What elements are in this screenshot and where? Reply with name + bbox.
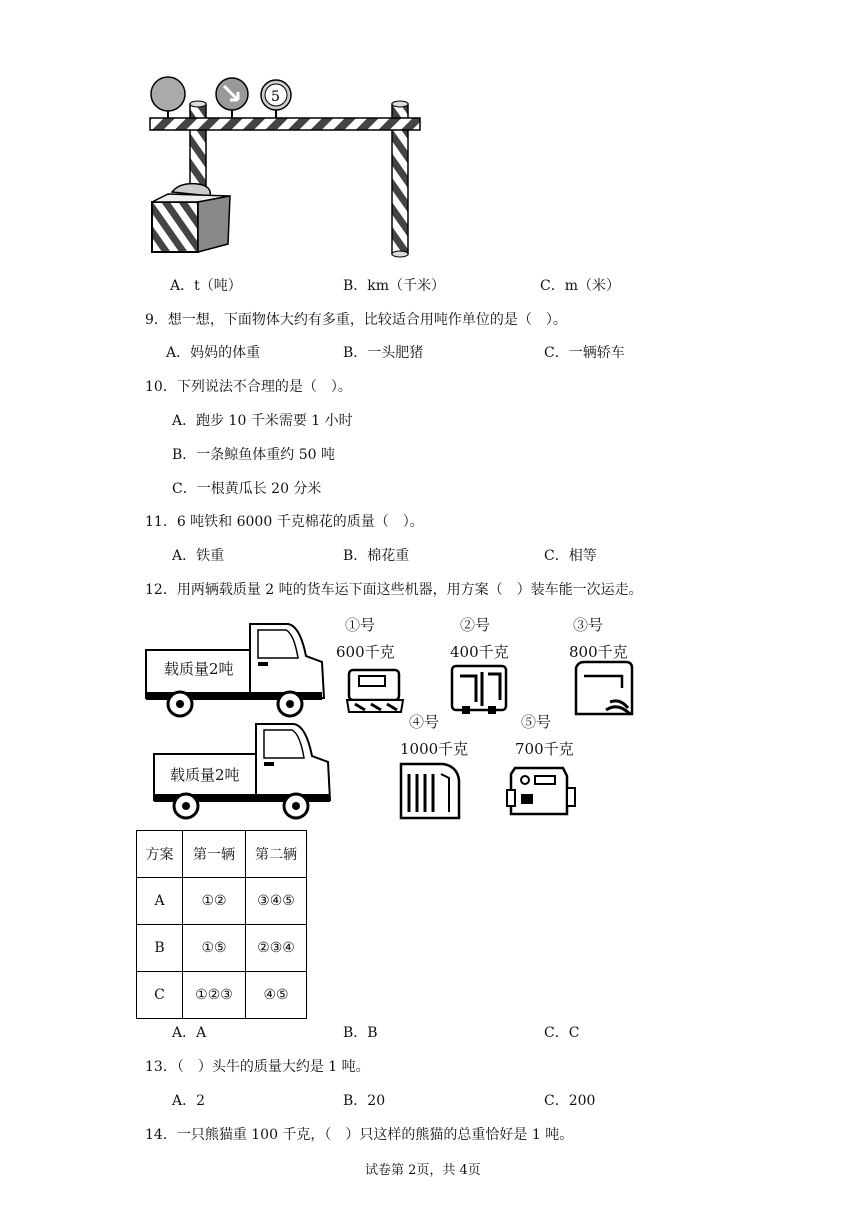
truck-2-label: 载质量2吨 — [170, 766, 240, 784]
sign-number: 5 — [271, 89, 280, 105]
q10-option-b[interactable]: B．一条鲸鱼体重约 50 吨 — [172, 447, 336, 463]
table-header-row — [137, 831, 307, 878]
table-cell: ①②③ — [183, 972, 246, 1019]
q13-option-c[interactable]: C．200 — [544, 1093, 596, 1109]
table-cell: ④⑤ — [246, 972, 307, 1019]
table-cell: ③④⑤ — [246, 878, 307, 925]
q10-option-a[interactable]: A．跑步 10 千米需要 1 小时 — [172, 413, 353, 429]
table-cell: ①⑤ — [183, 925, 246, 972]
machine-1-number: ①号 — [345, 616, 376, 634]
table-row — [137, 878, 307, 925]
table-cell: B — [137, 925, 183, 972]
table-header-first: 第一辆 — [183, 831, 246, 878]
machine-1-weight: 600千克 — [336, 643, 395, 661]
table-header-second: 第二辆 — [246, 831, 307, 878]
table-cell: C — [137, 972, 183, 1019]
q11-option-a[interactable]: A．铁重 — [172, 548, 225, 564]
table-cell: A — [137, 878, 183, 925]
machine-1-icon — [345, 664, 407, 716]
machine-3-weight: 800千克 — [569, 643, 628, 661]
table-cell: ②③④ — [246, 925, 307, 972]
machine-2-icon — [448, 662, 510, 718]
q12-option-c[interactable]: C．C — [544, 1025, 580, 1041]
q11-option-c[interactable]: C．相等 — [544, 548, 597, 564]
q11-stem: 11．6 吨铁和 6000 千克棉花的质量（ ）。 — [145, 514, 424, 530]
machine-5-weight: 700千克 — [515, 740, 574, 758]
table-header-plan: 方案 — [137, 831, 183, 878]
q13-option-a[interactable]: A．2 — [172, 1093, 206, 1109]
truck-1-label: 载质量2吨 — [164, 660, 234, 678]
machine-4-weight: 1000千克 — [400, 740, 469, 758]
machine-2-number: ②号 — [460, 616, 491, 634]
q12-option-a[interactable]: A．A — [172, 1025, 207, 1041]
machine-3-number: ③号 — [573, 616, 604, 634]
machine-4-icon — [397, 760, 463, 822]
q9-option-b[interactable]: B．一头肥猪 — [343, 345, 424, 361]
q14-stem: 14．一只熊猫重 100 千克，（ ）只这样的熊猫的总重恰好是 1 吨。 — [145, 1127, 574, 1143]
machine-3-icon — [570, 658, 636, 720]
q9-stem: 9．想一想，下面物体大约有多重，比较适合用吨作单位的是（ ）。 — [145, 312, 567, 328]
machine-2-weight: 400千克 — [450, 643, 509, 661]
barrier-illustration — [140, 74, 430, 264]
machine-4-number: ④号 — [409, 713, 440, 731]
q10-stem: 10．下列说法不合理的是（ ）。 — [145, 379, 352, 395]
plan-table — [136, 830, 307, 1019]
q13-option-b[interactable]: B．20 — [343, 1093, 386, 1109]
q8-option-b[interactable]: B．km（千米） — [343, 278, 446, 294]
q12-option-b[interactable]: B．B — [343, 1025, 378, 1041]
q8-option-c[interactable]: C．m（米） — [540, 278, 620, 294]
q8-option-a[interactable]: A．t（吨） — [170, 278, 242, 294]
table-row — [137, 925, 307, 972]
q10-option-c[interactable]: C．一根黄瓜长 20 分米 — [172, 481, 322, 497]
q12-stem: 12．用两辆载质量 2 吨的货车运下面这些机器，用方案（ ）装车能一次运走。 — [145, 582, 643, 598]
q9-option-c[interactable]: C．一辆轿车 — [544, 345, 625, 361]
q9-option-a[interactable]: A．妈妈的体重 — [166, 345, 261, 361]
q11-option-b[interactable]: B．棉花重 — [343, 548, 410, 564]
machine-5-icon — [505, 764, 577, 820]
q13-stem: 13．（ ）头牛的质量大约是 1 吨。 — [145, 1059, 370, 1075]
machine-5-number: ⑤号 — [521, 713, 552, 731]
table-row — [137, 972, 307, 1019]
page-footer: 试卷第 2页，共 4页 — [365, 1163, 481, 1178]
table-cell: ①② — [183, 878, 246, 925]
